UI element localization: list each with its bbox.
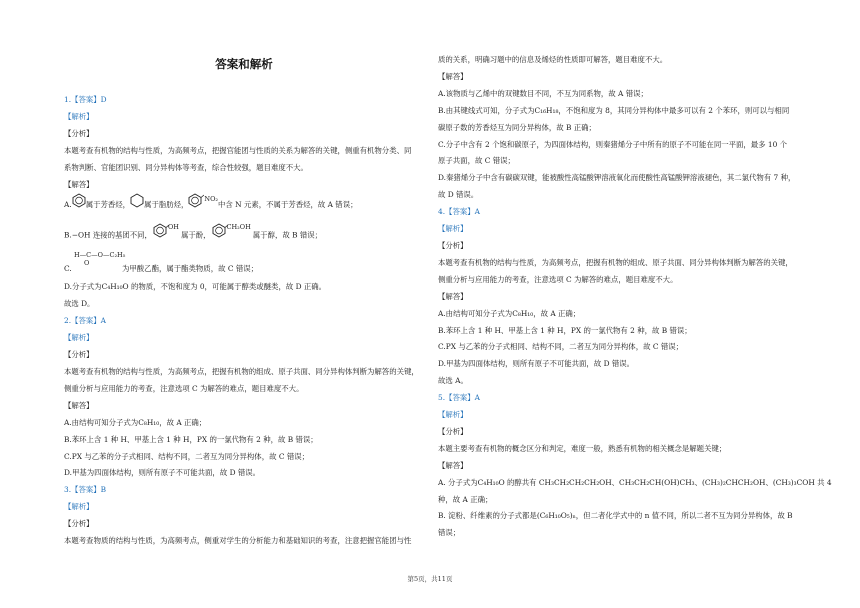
- option-b-line: [64, 221, 424, 245]
- option-d-line-cont: 故 D 错误。: [438, 190, 479, 200]
- option-d-line: D.甲基为四面体结构，则所有原子不可能共面，故 D 错误。: [64, 468, 261, 478]
- paragraph-line: 侧重分析与应用能力的考查，注意选项 C 为解答的难点，题目难度不大。: [64, 383, 304, 393]
- option-a-line-cont: 种，故 A 正确；: [438, 494, 493, 504]
- section-tag: 【解析】: [438, 224, 468, 234]
- nitro-group-label: NO₂: [204, 195, 219, 204]
- section-tag: 【分析】: [64, 519, 94, 529]
- carbonyl-oxygen-label: O: [84, 259, 90, 268]
- hydroxyl-label: OH: [167, 222, 179, 231]
- option-text: 属于芳香烃，: [85, 200, 131, 210]
- section-tag: 【解答】: [438, 291, 468, 301]
- structure-formula-top: H—C—O—C₂H₅: [74, 251, 126, 260]
- answer-heading-q2: 2.【答案】A: [64, 316, 106, 326]
- paragraph-line: 本题主要考查有机物的概念区分和判定，难度一般，熟悉有机物的相关概念是解题关键；: [438, 443, 727, 453]
- option-label: C.: [64, 264, 72, 274]
- option-label: A.: [64, 200, 72, 210]
- option-text: 属于脂肪烃，: [144, 200, 189, 210]
- answer-heading-q1: 1.【答案】D: [64, 95, 107, 104]
- paragraph-line: 本题考查物质的结构与性质，为高频考点，侧重对学生的分析能力和基础知识的考查，注意把握官能团与性: [64, 536, 412, 546]
- option-c-line-cont: 原子共面，故 C 错误；: [438, 156, 515, 166]
- ethyl-formate-structure: [74, 251, 125, 267]
- paragraph-line: 本题考查有机物的结构与性质，为高频考点，把握有机物的组成、原子共面、同分异构体判断为解答的关键，: [438, 257, 793, 267]
- conclusion-line: 故选 A。: [438, 376, 468, 386]
- option-b-line-cont: 错误；: [438, 528, 461, 538]
- page-footer: 第5页，共11页: [407, 575, 453, 583]
- paragraph-line: 侧重分析与应用能力的考查，注意选项 C 为解答的难点，题目难度不大。: [438, 274, 678, 284]
- option-a-line: A.由结构可知分子式为C₈H₁₀，故 A 正确；: [64, 417, 207, 427]
- ch2oh-label: CH₂OH: [226, 222, 251, 231]
- conclusion-line: 故选 D。: [64, 299, 95, 309]
- option-a-line: A. 分子式为C₄H₁₀O 的醇共有 CH₃CH₂CH₂CH₂OH、CH₃CH₂CH(OH)CH₃、(CH₃)₂CHCH₂OH、(CH₃)₃COH 共 4: [438, 477, 832, 487]
- paragraph-line: 系物判断、官能团识别、同分异构体等考查，综合性较强，题目难度不大。: [64, 162, 308, 172]
- option-text: 属于醇，故 B 错误；: [252, 230, 323, 240]
- option-b-line: B.苯环上含 1 种 H、甲基上含 1 种 H，PX 的一氯代物有 2 种，故 B 错误；: [64, 434, 318, 444]
- option-b-line: B.苯环上含 1 种 H、甲基上含 1 种 H，PX 的一氯代物有 2 种，故 B 错误；: [438, 325, 692, 335]
- section-tag: 【解答】: [438, 460, 468, 470]
- option-a-line: [64, 193, 424, 215]
- section-tag: 【解析】: [438, 410, 468, 420]
- section-tag: 【解析】: [64, 333, 94, 343]
- section-tag: 【解答】: [438, 71, 468, 81]
- section-tag: 【分析】: [64, 350, 94, 360]
- option-b-line: B.由其键线式可知，分子式为C₁₆H₁₈，不饱和度为 8，其同分异构体中最多可以有 2 个苯环，则可以与相同: [438, 105, 790, 115]
- option-d-line: D.秦猪烯分子中含有碳碳双键，能被酸性高锰酸钾溶液氧化而使酸性高锰酸钾溶液褪色，其二氯代物有 7 种，: [438, 173, 796, 183]
- option-b-line-cont: 碳原子数的芳香烃互为同分异构体，故 B 正确；: [438, 122, 596, 132]
- option-d-line: D.分子式为C₄H₁₀O 的物质，不饱和度为 0，可能属于醇类或醚类，故 D 正确。: [64, 282, 327, 292]
- option-b-line: B. 淀粉、纤维素的分子式都是(C₆H₁₀O₅)ₙ，但二者化学式中的 n 值不同，所以二者不互为同分异构体，故 B: [438, 511, 793, 521]
- option-c-line: [64, 249, 424, 279]
- option-a-line: A.该物质与乙烯中的双键数目不同，不互为同系物，故 A 错误；: [438, 88, 648, 98]
- benzene-ring-icon: [72, 193, 86, 217]
- option-text: 属于酚，: [180, 230, 211, 240]
- option-c-line: C.PX 与乙苯的分子式相同、结构不同，二者互为同分异构体，故 C 错误；: [438, 342, 684, 352]
- section-tag: 【解答】: [64, 400, 94, 410]
- answer-heading-q5: 5.【答案】A: [438, 393, 480, 403]
- option-text: B.−OH 连接的基团不同，: [64, 230, 152, 240]
- cyclohexane-ring-icon: [130, 193, 144, 217]
- paragraph-line: 本题考查有机物的结构与性质，为高频考点，把握官能团与性质的关系为解答的关键，侧重有机物分类、同: [64, 145, 412, 155]
- paragraph-line: 本题考查有机物的结构与性质，为高频考点，把握有机物的组成、原子共面、同分异构体判断为解答的关键，: [64, 366, 419, 376]
- option-d-line: D.甲基为四面体结构，则所有原子不可能共面，故 D 错误。: [438, 359, 635, 369]
- section-tag: 【解析】: [64, 111, 94, 121]
- section-tag: 【解析】: [64, 502, 94, 512]
- page-title: 答案和解析: [215, 57, 273, 71]
- option-text: 为甲酸乙酯，属于酯类物质，故 C 错误；: [122, 264, 258, 274]
- answer-heading-q4: 4.【答案】A: [438, 207, 480, 217]
- option-a-line: A.由结构可知分子式为C₈H₁₀，故 A 正确；: [438, 308, 581, 318]
- paragraph-line: 质的关系，明确习题中的信息及烯烃的性质即可解答，题目难度不大。: [438, 55, 668, 64]
- section-tag: 【分析】: [438, 426, 468, 436]
- section-tag: 【分析】: [438, 240, 468, 250]
- section-tag: 【解答】: [64, 179, 94, 189]
- section-tag: 【分析】: [64, 128, 94, 138]
- option-c-line: C.PX 与乙苯的分子式相同、结构不同，二者互为同分异构体，故 C 错误；: [64, 451, 310, 461]
- option-text: 中含 N 元素，不属于芳香烃，故 A 错误；: [218, 200, 358, 210]
- nitrobenzene-structure-icon: [188, 193, 204, 217]
- answer-heading-q3: 3.【答案】B: [64, 485, 107, 495]
- option-c-line: C.分子中含有 2 个饱和碳原子，为四面体结构，则秦猪烯分子中所有的原子不可能在同一平面，最多 10 个: [438, 139, 788, 149]
